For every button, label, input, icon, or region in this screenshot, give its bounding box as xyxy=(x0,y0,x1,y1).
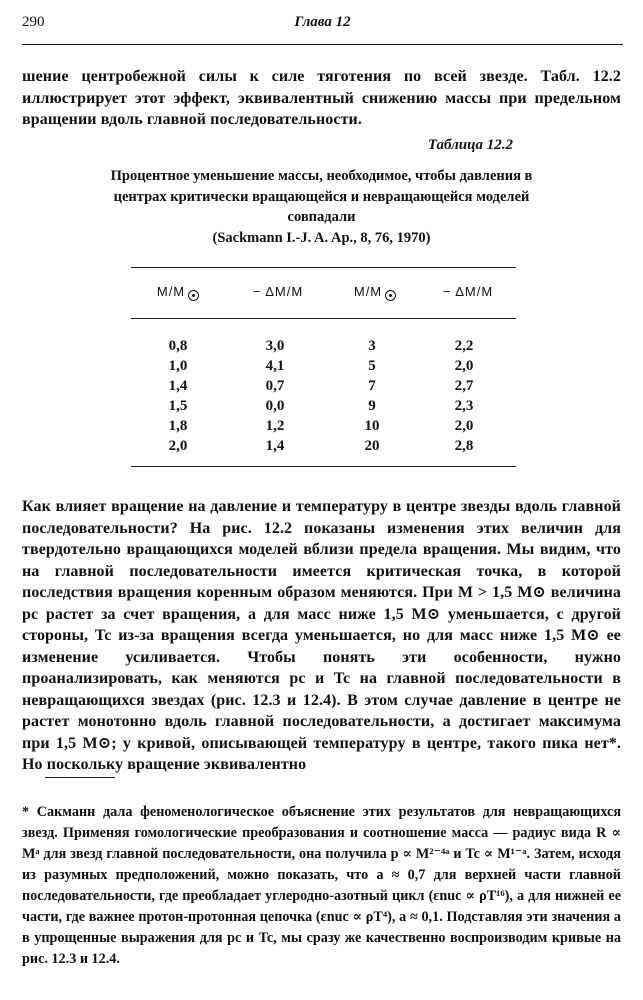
table-cell: 1,8 xyxy=(168,418,188,434)
table-cell: 2,8 xyxy=(454,438,474,454)
table-cell: 2,0 xyxy=(454,358,474,374)
table-cell: 2,7 xyxy=(454,378,474,394)
table-column-2 xyxy=(245,336,305,456)
table-caption-text: Процентное уменьшение массы, необходимое, чтобы давления в центрах критически вращающейся и невращающейся моделей совпадали xyxy=(110,168,533,225)
sun-symbol-icon xyxy=(188,290,199,301)
table-cell: 7 xyxy=(368,378,376,394)
table-cell: 0,7 xyxy=(265,378,285,394)
paragraph-main: Как влияет вращение на давление и температуру в центре звезды вдоль главной последовательности? На рис. 12.2 показаны изменения этих величин для твердотельно вращающихся моделей вблизи предела вращения. Мы видим, что на главной последовательности имеется критическая точка, в которой последствия вращения коренным образом меняются. При M > 1,5 M⊙ величина pc растет за счет вращения, а для масс ниже 1,5 M⊙ уменьшается, с другой стороны, Tc из-за вращения всегда уменьшается, но для масс ниже 1,5 M⊙ ее изменение усиливается. Чтобы понять эти особенности, нужно проанализировать, как меняются pc и Tc на главной последовательности в невращающихся звездах (рис. 12.3 и 12.4). В этом случае давление в центре не растет монотонно вдоль главной последовательности, а достигает максимума при 1,5 M⊙; у кривой, описывающей температуру в центре, такого пика нет*. Но поскольку вращение эквивалентно xyxy=(22,498,621,773)
column-header-mass-loss-2: − ΔM/M xyxy=(442,284,494,299)
column-header-mass: M/M xyxy=(143,284,213,299)
table-cell: 10 xyxy=(364,418,380,434)
table-cell: 1,5 xyxy=(168,398,188,414)
table-cell: 1,2 xyxy=(265,418,285,434)
table-cell: 9 xyxy=(368,398,376,414)
sun-symbol-icon xyxy=(385,290,396,301)
table-caption xyxy=(110,166,533,248)
table-column-1 xyxy=(148,336,208,456)
table-label: Таблица 12.2 xyxy=(427,137,513,153)
table-rule-top xyxy=(131,267,516,268)
table-rule-header xyxy=(131,318,516,319)
table-cell: 20 xyxy=(364,438,380,454)
table-cell: 1,0 xyxy=(168,358,188,374)
footnote-rule xyxy=(45,777,115,778)
table-cell: 1,4 xyxy=(168,378,188,394)
table-cell: 5 xyxy=(368,358,376,374)
page-header xyxy=(22,14,623,38)
table-rule-bottom xyxy=(131,466,516,467)
table-cell: 4,1 xyxy=(265,358,285,374)
table-column-3 xyxy=(342,336,402,456)
table-cell: 2,0 xyxy=(454,418,474,434)
table-cell: 1,4 xyxy=(265,438,285,454)
column-header-mass-2: M/M xyxy=(340,284,410,299)
table-cell: 2,3 xyxy=(454,398,474,414)
table-cell: 2,0 xyxy=(168,438,188,454)
header-rule xyxy=(22,44,623,45)
table-reference: (Sackmann I.-J. A. Ap., 8, 76, 1970) xyxy=(212,229,431,246)
column-header-mass-loss: − ΔM/M xyxy=(252,284,304,299)
table-cell: 0,0 xyxy=(265,398,285,414)
paragraph-intro: шение центробежной силы к силе тяготения по всей звезде. Табл. 12.2 иллюстрирует этот эффект, эквивалентный снижению массы при предельном вращении вдоль главной последовательности. xyxy=(22,68,621,128)
footnote: * Сакманн дала феноменологическое объяснение этих результатов для невращающихся звезд. Применяя гомологические преобразования и соотношение масса — радиус вида R ∝ Mᵃ для звезд главной последовательности, она получила p ∝ M²⁻⁴ᵃ и Tc ∝ M¹⁻ᵃ. Затем, исходя из разумных предположений, можно показать, что a ≈ 0,7 для верхней части главной последовательности, где преобладает углеродно-азотный цикл (εnuc ∝ ρT¹⁶), а для нижней ее части, где важнее протон-протонная цепочка (εnuc ∝ ρT⁴), a ≈ 0,1. Подставляя эти значения a в упрощенные выражения для pc и Tc, мы сразу же качественно воспроизводим кривые на рис. 12.3 и 12.4. xyxy=(22,804,621,967)
table-cell: 3 xyxy=(368,338,376,354)
table-cell: 0,8 xyxy=(168,338,188,354)
table-cell: 3,0 xyxy=(265,338,285,354)
page-number: 290 xyxy=(22,14,45,30)
table-column-4 xyxy=(434,336,494,456)
table-cell: 2,2 xyxy=(454,338,474,354)
running-head: Глава 12 xyxy=(294,14,351,30)
